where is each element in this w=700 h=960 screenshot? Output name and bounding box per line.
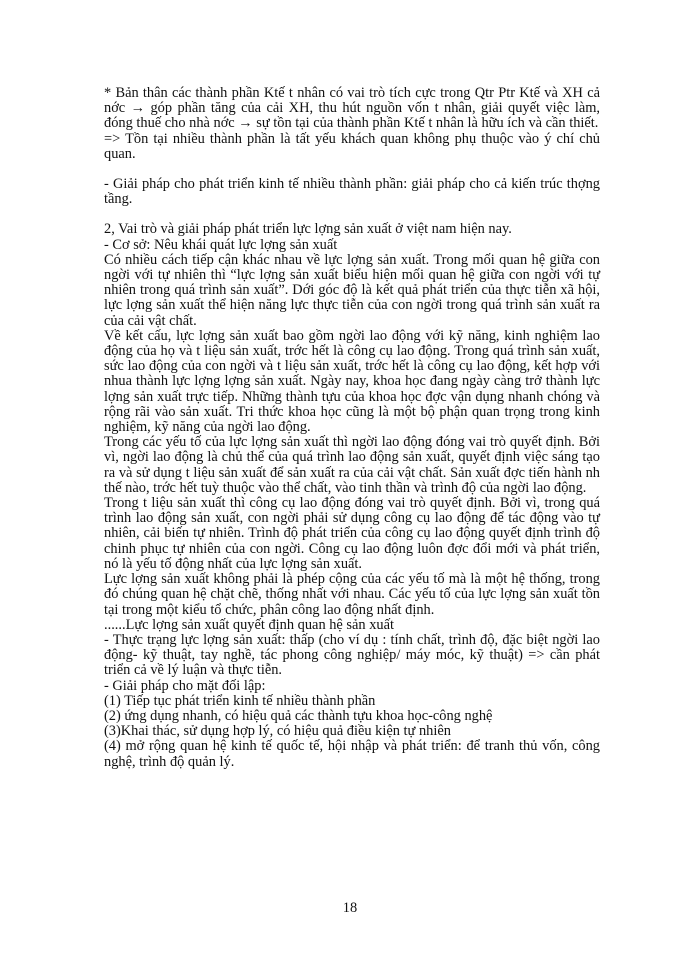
- list-item: (1) Tiếp tục phát triển kinh tế nhiều thành phần: [104, 692, 376, 709]
- document-page: [104, 86, 600, 770]
- list-item: (4) mở rộng quan hệ kinh tế quốc tế, hội nhập và phát triển: để tranh thủ vốn, công nghệ, trình độ quản lý.: [104, 738, 600, 770]
- list-item: (3)Khai thác, sử dụng hợp lý, có hiệu quả điều kiện tự nhiên: [104, 723, 451, 740]
- paragraph-basis: - Cơ sở: Nêu khái quát lực lợng sản xuất: [104, 236, 338, 253]
- paragraph-tools-role: Trong t liệu sản xuất thì công cụ lao động đóng vai trò quyết định. Bởi vì, trong quá trình lao động sản xuất, con ngời phải sử dụng công cụ lao động để tác động vào tự nhiên, cải biến tự nhiên. Trình độ phát triển của công cụ lao động quyết định trình độ chinh phục tự nhiên của con ngời. Công cụ lao động luôn đợc đổi mới và phát triển, nó là yếu tố động nhất của lực lợng sản xuất.: [104, 495, 600, 572]
- paragraph-structure: Về kết cấu, lực lợng sản xuất bao gồm ngời lao động với kỹ năng, kinh nghiệm lao động của họ và t liệu sản xuất, trớc hết là công cụ lao động. Trong quá trình sản xuất, sức lao động của con ngời và t liệu sản xuất, trớc hết là công cụ lao động, kết hợp với nhua thành lực lợng lợng sản xuất. Ngày nay, khoa học đang ngày càng trở thành lực lợng sản xuất trực tiếp. Những thành tựu của khoa học đợc vận dụng nhanh chóng và rộng rãi vào sản xuất. Tri thức khoa học cũng là một bộ phận quan trọng trong kinh nghiệm, kỹ năng của ngời lao động.: [104, 327, 600, 436]
- spacer: [104, 207, 600, 222]
- paragraph-labor-role: Trong các yếu tố của lực lợng sản xuất thì ngời lao động đóng vai trò quyết định. Bởi vì, ngời lao động là chủ thể của quá trình lao động sản xuất, quyết định việc sáng tạo ra và sử dụng t liệu sản xuất để sản xuất ra của cải vật chất. Sản xuất đợc tiến hành nh thế nào, trớc hết tuỳ thuộc vào thể chất, vào tinh thần và trình độ của ngời lao động.: [104, 434, 600, 496]
- paragraph-conclusion: => Tồn tại nhiều thành phần là tất yếu khách quan không phụ thuộc vào ý chí chủ quan.: [104, 130, 600, 162]
- paragraph-solutions-intro: - Giải pháp cho mặt đối lập:: [104, 677, 266, 694]
- list-item: (2) ứng dụng nhanh, có hiệu quả các thành tựu khoa học-công nghệ: [104, 707, 493, 724]
- section-heading: 2, Vai trò và giải pháp phát triển lực lợng sản xuất ở việt nam hiện nay.: [104, 221, 512, 238]
- spacer: [104, 162, 600, 177]
- paragraph-private-sector-role: * Bản thân các thành phần Ktế t nhân có vai trò tích cực trong Qtr Ptr Ktế và XH cả nớc → góp phần tăng của cải XH, thu hút nguồn vốn t nhân, giải quyết việc làm, đóng thuế cho nhà nớc → sự tồn tại của thành phần Ktế t nhân là hữu ích và cần thiết.: [104, 85, 600, 132]
- paragraph-approach: Có nhiều cách tiếp cận khác nhau về lực lợng sản xuất. Trong mối quan hệ giữa con ngời với tự nhiên thì “lực lợng sản xuất biểu hiện mối quan hệ giữa con ngời với tự nhiên trong quá trình sản xuất”. Dới góc độ là kết quả phát triển của thực tiễn xã hội, lực lợng sản xuất thể hiện năng lực thực tiễn của con ngời trong quá trình sản xuất ra của cải vật chất.: [104, 251, 600, 329]
- page-number: 18: [342, 900, 358, 916]
- paragraph-decides: ......Lực lợng sản xuất quyết định quan hệ sản xuất: [104, 616, 394, 633]
- paragraph-current-state: - Thực trạng lực lợng sản xuất: thấp (cho ví dụ : tính chất, trình độ, đặc biệt ngời lao động- kỹ thuật, tay nghề, tác phong công nghiệp/ máy móc, kỹ thuật) => cần phát triển cả về lý luận và thực tiễn.: [104, 631, 600, 679]
- paragraph-solution: - Giải pháp cho phát triển kinh tế nhiều thành phần: giải pháp cho cả kiến trúc thợng tầng.: [104, 176, 600, 208]
- paragraph-system: Lực lợng sản xuất không phải là phép cộng của các yếu tố mà là một hệ thống, trong đó chúng quan hệ chặt chẽ, thống nhất với nhau. Các yếu tố của lực lợng sản xuất tồn tại trong một kiểu tổ chức, phân công lao động nhất định.: [104, 571, 600, 618]
